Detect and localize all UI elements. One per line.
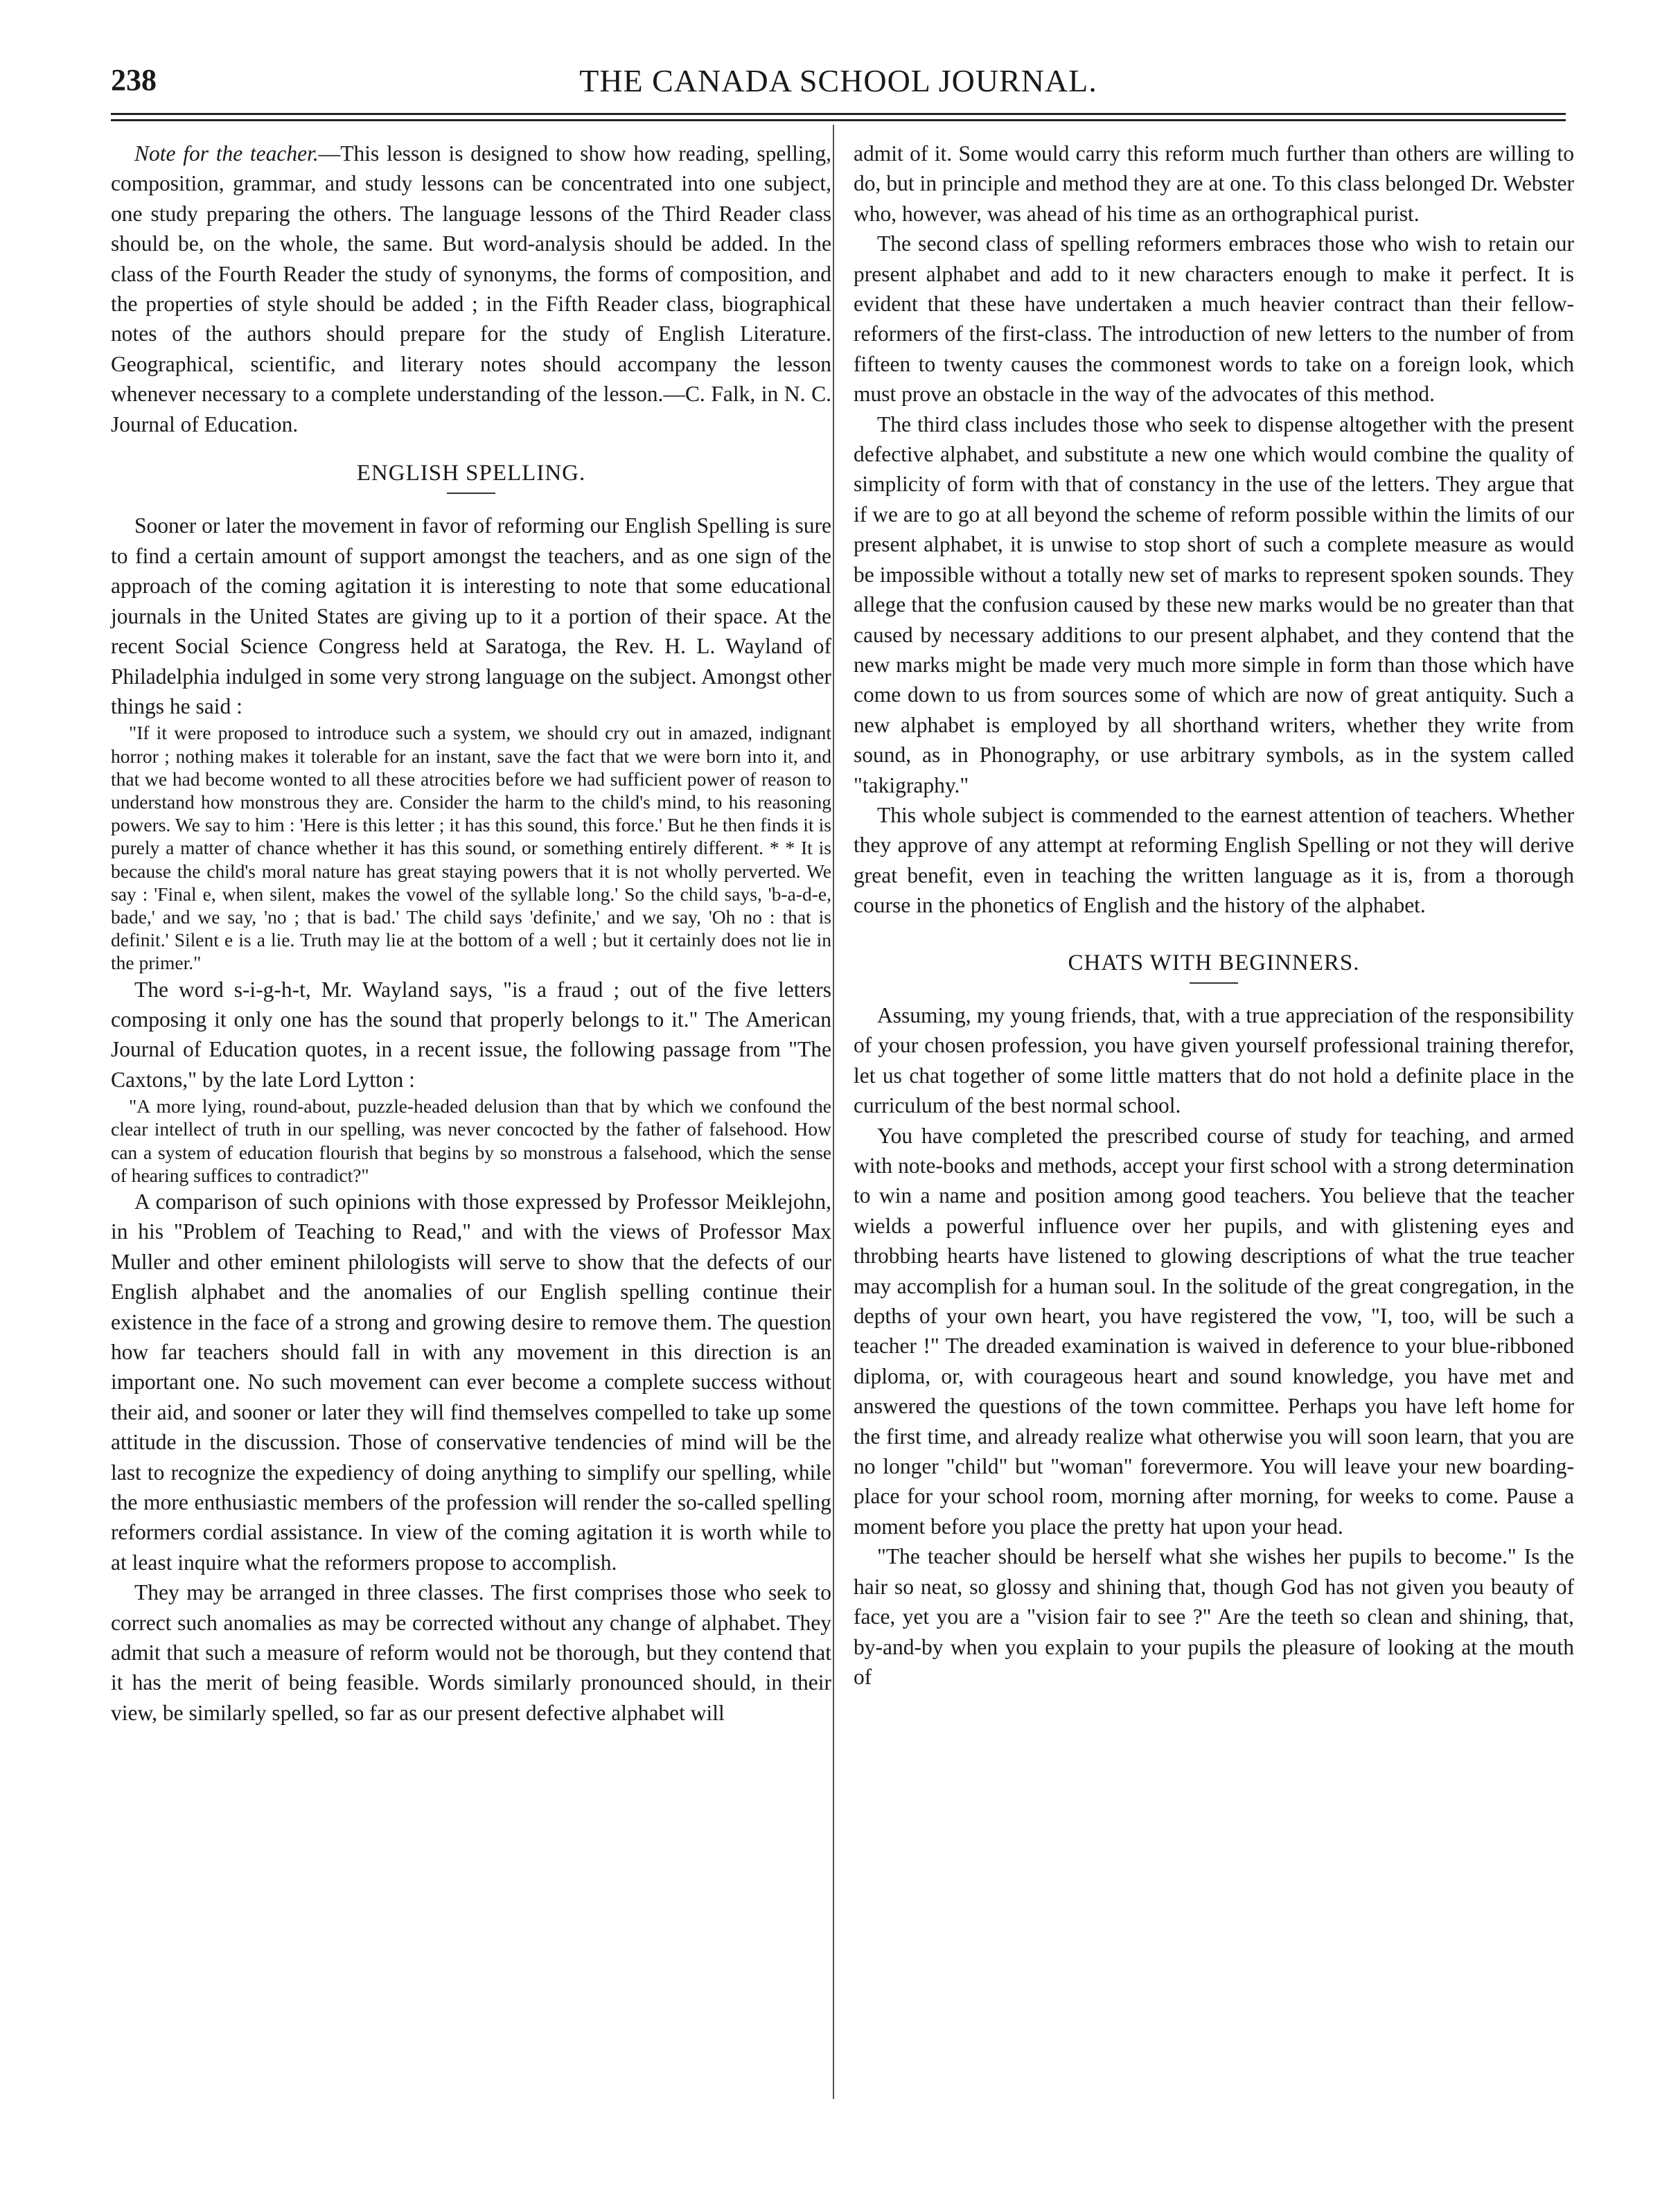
column-divider bbox=[833, 125, 834, 2099]
spelling-paragraph-3: A comparison of such opinions with those expressed by Professor Meiklejohn, in his "Problem of Teaching to Read," and with the views of Professor Max Muller and other eminent philologists will serve to show that the defects of our English alphabet and the anomalies of our English spelling continue their existence in the face of a strong and growing desire to remove them. The question how far teachers should fall in with any movement in this direction is an important one. No such movement can ever become a complete success without their aid, and sooner or later they will find themselves compelled to take up some attitude in the discussion. Those of conservative tendencies of mind will be the last to recognize the expediency of doing anything to simplify our spelling, while the more enthusiastic members of the profession will render the so-called spelling reformers cordial assistance. In view of the coming agitation it is worth while to at least inquire what the reformers propose to accomplish. bbox=[111, 1189, 831, 1575]
heading-rule bbox=[1190, 982, 1238, 984]
spelling-paragraph-2: The word s-i-g-h-t, Mr. Wayland says, "is a fraud ; out of the five letters composing it only one has the sound that properly belongs to it." The American Journal of Education quotes, in a recent issue, the following passage from "The Caxtons," by the late Lord Lytton : bbox=[111, 977, 831, 1092]
chats-paragraph-2: You have completed the prescribed course of study for teaching, and armed with note-books and methods, accept your first school with a strong determination to win a name and position among good teachers. You believe that the teacher wields a powerful influence over her pupils, and with glistening eyes and throbbing hearts have listened to glowing descriptions of what the true teacher may accomplish for a human soul. In the solitude of the great congregation, in the depths of your own heart, you have registered the vow, "I, too, will be such a teacher !" The dreaded examination is waived in deference to your blue-ribboned diploma, or, with courageous heart and sound knowledge, you have met and answered the questions of the town committee. Perhaps you have left home for the first time, and already realize what otherwise you will soon learn, that you are no longer "child" but "woman" forevermore. You will leave your new boarding-place for your school room, morning after morning, for weeks to come. Pause a moment before you place the pretty hat upon your head. bbox=[854, 1123, 1574, 1539]
left-column bbox=[111, 139, 831, 1728]
chats-paragraph-3: "The teacher should be herself what she wishes her pupils to become." Is the hair so neat, so glossy and shining that, though God has not given you beauty of face, yet you are a "vision fair to see ?" Are the teeth so clean and shining, that, by-and-by when you explain to your pupils the pleasure of looking at the mouth of bbox=[854, 1544, 1574, 1689]
third-class-paragraph: The third class includes those who seek to dispense altogether with the present defective alphabet, and substitute a new one which would combine the quality of simplicity of form with that of constancy in the use of the letters. They argue that if we are to go at all beyond the scheme of reform possible within the limits of our present alphabet, it is unwise to stop short of such a complete measure as would be impossible without a totally new set of marks to represent spoken sounds. They allege that the confusion caused by these new marks would be no greater than that caused by necessary additions to our present alphabet, and they contend that the new marks might be made very much more simple in form than those which have come down to us from sources some of which are now of great antiquity. Such a new alphabet is employed by all shorthand writers, whether they write from sound, as in Phonography, or use arbitrary symbols, as in the system called "takigraphy." bbox=[854, 412, 1574, 797]
teacher-note bbox=[111, 139, 831, 439]
teacher-note-text: —This lesson is designed to show how reading, spelling, composition, grammar, and study lessons can be concentrated into one subject, one study preparing the others. The language lessons of the Third Reader class should be, on the whole, the same. But word-analysis should be added. In the class of the Fourth Reader the study of synonyms, the forms of composition, and the properties of style should be added ; in the Fifth Reader class, biographical notes of the authors should prepare for the study of English Literature. Geographical, scientific, and literary notes should accompany the lesson whenever necessary to a complete understanding of the lesson.—C. Falk, in N. C. Journal of Education. bbox=[111, 141, 831, 436]
second-class-paragraph: The second class of spelling reformers embraces those who wish to retain our present alphabet and add to it new characters enough to make it perfect. It is evident that these have undertaken a much heavier contract than their fellow-reformers of the first-class. The introduction of new letters to the number of from fifteen to twenty causes the commonest words to take on a foreign look, which must prove an obstacle in the way of the advocates of this method. bbox=[854, 231, 1574, 407]
right-column bbox=[854, 139, 1574, 1692]
spelling-paragraph-4: They may be arranged in three classes. The first comprises those who seek to correct such anomalies as may be corrected without any change of alphabet. They admit that such a measure of reform would not be thorough, but they contend that it has the merit of being feasible. Words similarly pronounced should, in their view, be similarly spelled, so far as our present defective alphabet will bbox=[111, 1580, 831, 1725]
wayland-quote: "If it were proposed to introduce such a system, we should cry out in amazed, indignant horror ; nothing makes it tolerable for an instant, save the fact that we were born into it, and that we had become wonted to all these atrocities before we had sufficient power of reason to understand how monstrous they are. Consider the harm to the child's mind, to his reasoning powers. We say to him : 'Here is this letter ; it has this sound, this force.' But he then finds it is purely a matter of chance whether it has this sound, or something entirely different. * * It is because the child's moral nature has great staying powers that it is not wholly perverted. We say : 'Final e, when silent, makes the vowel of the syllable long.' So the child says, 'b-a-d-e, bade,' and we say, 'no ; that is bad.' The child says 'definite,' and we say, 'Oh no : that is definit.' Silent e is a lie. Truth may lie at the bottom of a well ; but it certainly does not lie in the primer." bbox=[111, 722, 831, 974]
chats-paragraph-1: Assuming, my young friends, that, with a true appreciation of the responsibility of your chosen profession, you have given yourself professional training therefor, let us chat together of some little matters that do not hold a definite place in the curriculum of the best normal school. bbox=[854, 1002, 1574, 1118]
spelling-continued-paragraph: admit of it. Some would carry this reform much further than others are willing to do, but in principle and method they are at one. To this class belonged Dr. Webster who, however, was ahead of his time as an orthographical purist. bbox=[854, 141, 1574, 226]
teacher-note-lead: Note for the teacher. bbox=[134, 141, 319, 166]
header-rule-top bbox=[111, 113, 1566, 115]
journal-title: THE CANADA SCHOOL JOURNAL. bbox=[579, 63, 1097, 98]
header-rule-bottom bbox=[111, 119, 1566, 121]
page-header bbox=[111, 62, 1566, 111]
page-number: 238 bbox=[111, 63, 157, 97]
caxtons-quote: "A more lying, round-about, puzzle-headed delusion than that by which we confound the clear intellect of truth in our spelling, was never concocted by the father of falsehood. How can a system of education flourish that begins by so monstrous a falsehood, which the sense of hearing suffices to contradict?" bbox=[111, 1095, 831, 1186]
spelling-paragraph-1: Sooner or later the movement in favor of reforming our English Spelling is sure to find a certain amount of support amongst the teachers, and as one sign of the approach of the coming agitation it is interesting to note that some educational journals in the United States are giving up to it a portion of their space. At the recent Social Science Congress held at Saratoga, the Rev. H. L. Wayland of Philadelphia indulged in some very strong language on the subject. Amongst other things he said : bbox=[111, 513, 831, 718]
conclusion-paragraph: This whole subject is commended to the earnest attention of teachers. Whether they approve of any attempt at reforming English Spelling or not they will derive great benefit, even in teaching the written language as it is, from a thorough course in the phonetics of English and the history of the alphabet. bbox=[854, 802, 1574, 918]
heading-english-spelling: ENGLISH SPELLING. bbox=[356, 461, 586, 486]
heading-chats-with-beginners: CHATS WITH BEGINNERS. bbox=[1068, 950, 1360, 975]
heading-rule bbox=[447, 493, 495, 494]
